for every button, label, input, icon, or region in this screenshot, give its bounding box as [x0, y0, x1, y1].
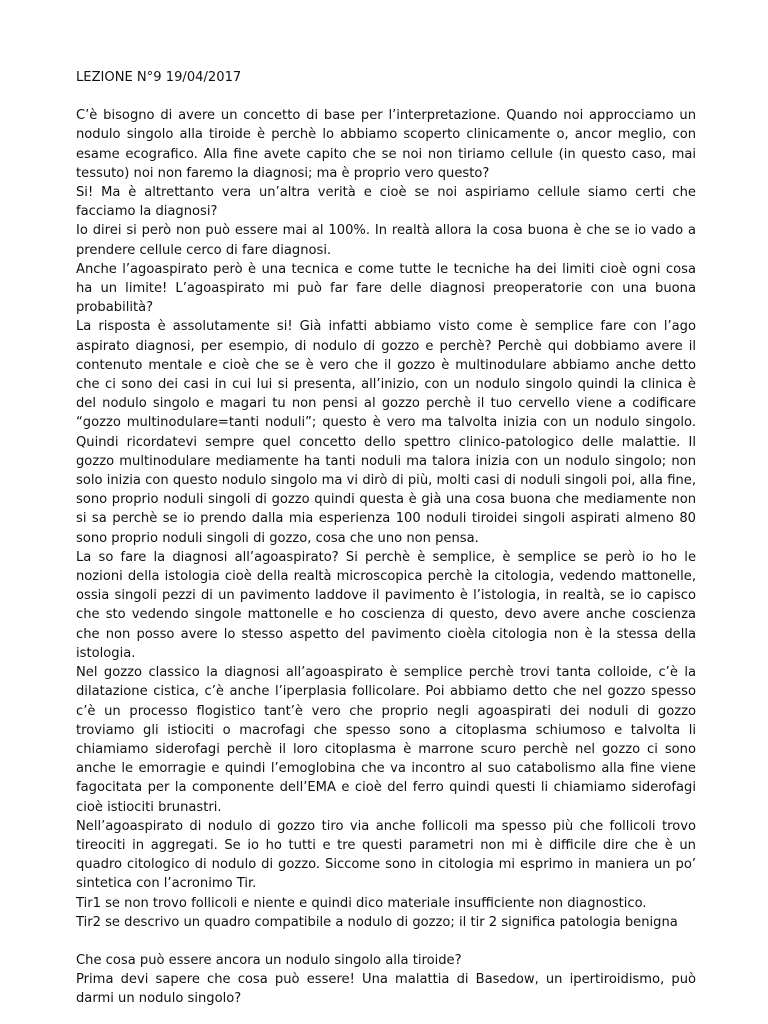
paragraph-gozzo-diagnosis: La risposta è assolutamente si! Già infatti abbiamo visto come è semplice fare con l’ago aspirato diagnosi, per esempio, di nodulo di gozzo e perchè? Perchè qui dobbiamo avere il contenuto mentale e cioè che se è vero che il gozzo è multinodulare abbiamo anche detto che ci sono dei casi in cui lui si presenta, all’inizio, con un nodulo singolo quindi la clinica è del nodulo singolo e magari tu non pensi al gozzo perchè il tuo cervello viene a codificare “gozzo multinodulare=tanti noduli”; questo è vero ma talvolta inizia con un nodulo singolo. Quindi ricordatevi sempre quel concetto dello spettro clinico-patologico delle malattie. Il gozzo multinodulare mediamente ha tanti noduli ma talora inizia con un nodulo singolo; non solo inizia con questo nodulo singolo ma vi dirò di più, molti casi di noduli singoli poi, alla fine, sono proprio noduli singoli di gozzo quindi questa è già una cosa buona che mediamente non si sa perchè se io prendo dalla mia esperienza 100 noduli tiroidei singoli aspirati almeno 80 sono proprio noduli singoli di gozzo, cosa che uno non pensa.: [76, 319, 696, 546]
paragraph-agoaspirato-limits: Anche l’agoaspirato però è una tecnica e come tutte le tecniche ha dei limiti cioè ogni cosa ha un limite! L’agoaspirato mi può far fare delle diagnosi preoperatorie con una buona probabilità?: [76, 261, 696, 316]
paragraph-tireociti: Nell’agoaspirato di nodulo di gozzo tiro via anche follicoli ma spesso più che follicoli trovo tireociti in aggregati. Se io ho tutti e tre questi parametri non mi è difficile dire che è un quadro citologico di nodulo di gozzo. Siccome sono in citologia mi esprimo in maniera un po’ sintetica con l’acronimo Tir.: [76, 818, 696, 892]
paragraph-tir2: Tir2 se descrivo un quadro compatibile a nodulo di gozzo; il tir 2 significa patologia benigna: [76, 914, 678, 930]
paragraph-citologia-istologia: La so fare la diagnosi all’agoaspirato? Si perchè è semplice, è semplice se però io ho le nozioni della istologia cioè della realtà microscopica perchè la citologia, vedendo mattonelle, ossia singoli pezzi di un pavimento laddove il pavimento è l’istologia, in realtà, se io capisco che sto vedendo singole mattonelle e ho coscienza di questo, devo avere anche coscienza che non posso avere lo stesso aspetto del pavimento cioèla citologia non è la stessa della istologia.: [76, 549, 696, 661]
paragraph-not-100: Io direi si però non può essere mai al 100%. In realtà allora la cosa buona è che se io vado a prendere cellule cerco di fare diagnosi.: [76, 223, 696, 258]
paragraph-answer-si: Si! Ma è altrettanto vera un’altra verità e cioè se noi aspiriamo cellule siamo certi che facciamo la diagnosi?: [76, 185, 696, 220]
paragraph-tir1: Tir1 se non trovo follicoli e niente e quindi dico materiale insufficiente non diagnostico.: [76, 895, 647, 911]
paragraph-basedow: Prima devi sapere che cosa può essere! Una malattia di Basedow, un ipertiroidismo, può darmi un nodulo singolo?: [76, 972, 696, 1007]
lesson-title: LEZIONE N°9 19/04/2017: [76, 70, 242, 85]
paragraph-gap: [76, 932, 696, 951]
paragraph-gozzo-classico: Nel gozzo classico la diagnosi all’agoaspirato è semplice perchè trovi tanta colloide, c’è la dilatazione cistica, c’è anche l’iperplasia follicolare. Poi abbiamo detto che nel gozzo spesso c’è un processo flogistico tant’è vero che proprio negli agoaspirati dei noduli di gozzo troviamo gli istiociti o macrofagi che spesso sono a citoplasma schiumoso e talvolta li chiamiamo siderofagi perchè il loro citoplasma è marrone scuro perchè nel gozzo ci sono anche le emorragie e quindi l’emoglobina che va incontro al suo catabolismo alla fine viene fagocitata per la componente dell’EMA e cioè del ferro quindi questi li chiamiamo siderofagi cioè istiociti brunastri.: [76, 665, 696, 815]
document-page: [76, 68, 696, 1009]
paragraph-intro: C’è bisogno di avere un concetto di base per l’interpretazione. Quando noi approcciamo un nodulo singolo alla tiroide è perchè lo abbiamo scoperto clinicamente o, ancor meglio, con esame ecografico. Alla fine avete capito che se noi non tiriamo cellule (in questo caso, mai tessuto) noi non faremo la diagnosi; ma è proprio vero questo?: [76, 108, 696, 181]
question-nodulo-singolo: Che cosa può essere ancora un nodulo singolo alla tiroide?: [76, 952, 462, 968]
